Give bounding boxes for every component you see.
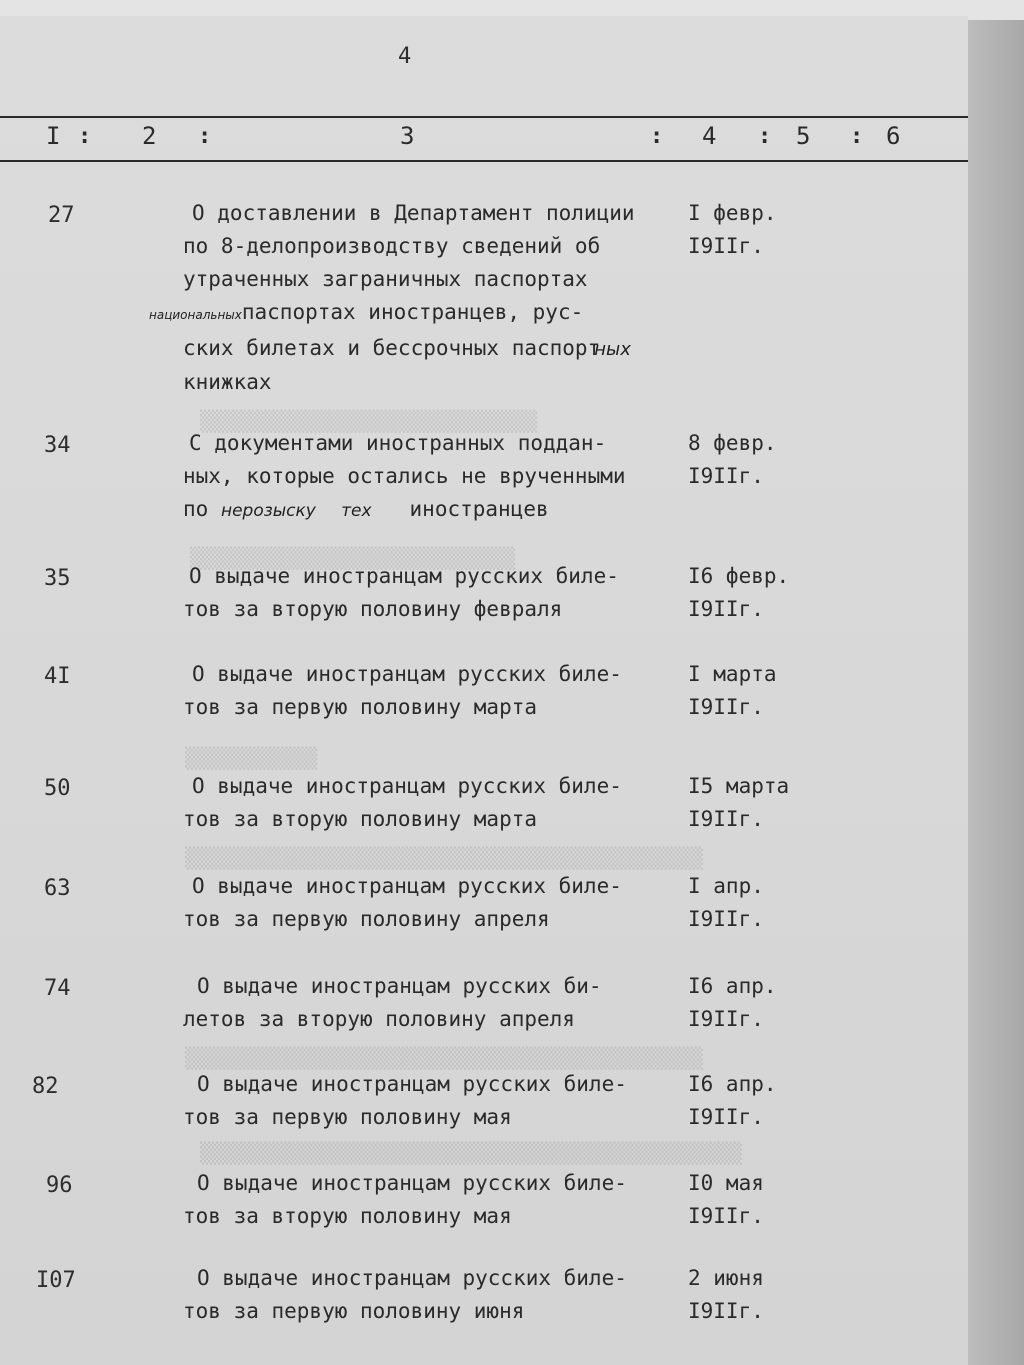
- description-line: тов за первую половину мая: [183, 1105, 512, 1129]
- bleed-through-mark: ▒▒▒▒▒▒▒▒▒▒▒: [185, 746, 318, 770]
- date-year: I9IIг.: [688, 1204, 764, 1228]
- bleed-through-mark: ▒▒▒▒▒▒▒▒▒▒▒▒▒▒▒▒▒▒▒▒▒▒▒▒▒▒▒: [190, 546, 516, 570]
- entry-number: 74: [44, 976, 71, 1001]
- handwritten-annotation: тех: [341, 501, 372, 521]
- description-line: тов за первую половину июня: [183, 1299, 525, 1323]
- entry-description: [183, 427, 703, 528]
- entry-description: [183, 870, 703, 936]
- entry-number: 96: [46, 1173, 73, 1198]
- description-line: О выдаче иностранцам русских биле-: [197, 1072, 627, 1096]
- description-line: О выдаче иностранцам русских би-: [197, 974, 602, 998]
- date-day: I марта: [688, 662, 777, 686]
- entry-number: 34: [44, 433, 71, 458]
- column-separator: :: [650, 124, 664, 149]
- date-year: I9IIг.: [688, 807, 764, 831]
- header-rule-top: [0, 116, 968, 118]
- date-day: I апр.: [688, 874, 764, 898]
- entry-number: I07: [36, 1268, 76, 1293]
- entry-description: [183, 1068, 703, 1134]
- column-header-2: 2: [142, 122, 157, 150]
- entry-number: 50: [44, 776, 71, 801]
- entry-number: 82: [32, 1074, 59, 1099]
- column-separator: :: [758, 124, 772, 149]
- date-day: I6 апр.: [688, 974, 777, 998]
- date-day: 2 июня: [688, 1266, 764, 1290]
- column-separator: :: [850, 124, 864, 149]
- description-line: ских билетах и бессрочных паспорт: [183, 336, 601, 360]
- entry-description: [183, 560, 703, 626]
- column-header-1: I: [46, 122, 61, 150]
- date-year: I9IIг.: [688, 695, 764, 719]
- date-day: 8 февр.: [688, 431, 777, 455]
- entry-description: [183, 1167, 703, 1233]
- entry-date: [688, 560, 828, 626]
- entry-date: [688, 1068, 828, 1134]
- entry-number: 27: [48, 203, 75, 228]
- description-line: книжках: [183, 370, 272, 394]
- column-header-4: 4: [702, 122, 717, 150]
- description-line: по 8-делопроизводству сведений об: [183, 234, 601, 258]
- entry-description: [183, 970, 703, 1036]
- description-line: тов за вторую половину марта: [183, 807, 538, 831]
- entry-description: [183, 658, 703, 724]
- description-line: О выдаче иностранцам русских биле-: [197, 1266, 627, 1290]
- entry-description: [183, 1262, 703, 1328]
- column-header-5: 5: [796, 122, 811, 150]
- description-line: иностранцев: [409, 497, 549, 521]
- description-line: летов за вторую половину апреля: [183, 1007, 575, 1031]
- description-line: тов за вторую половину февраля: [183, 597, 563, 621]
- entry-date: [688, 970, 828, 1036]
- description-line: О выдаче иностранцам русских биле-: [192, 774, 622, 798]
- entry-description: [149, 197, 703, 399]
- date-day: I февр.: [688, 201, 777, 225]
- column-separator: :: [198, 124, 212, 149]
- bleed-through-mark: ▒▒▒▒▒▒▒▒▒▒▒▒▒▒▒▒▒▒▒▒▒▒▒▒▒▒▒▒▒▒▒▒▒▒▒▒▒▒▒▒▒▒▒▒▒: [200, 1141, 742, 1165]
- date-year: I9IIг.: [688, 234, 764, 258]
- date-day: I0 мая: [688, 1171, 764, 1195]
- column-header-3: 3: [400, 122, 415, 150]
- page-number: 4: [398, 44, 412, 69]
- date-year: I9IIг.: [688, 464, 764, 488]
- description-line: тов за первую половину марта: [183, 695, 538, 719]
- entry-date: [688, 658, 828, 724]
- date-year: I9IIг.: [688, 1007, 764, 1031]
- entry-number: 35: [44, 566, 71, 591]
- entry-date: [688, 870, 828, 936]
- date-day: I6 апр.: [688, 1072, 777, 1096]
- column-header-6: 6: [886, 122, 901, 150]
- handwritten-annotation: национальных: [149, 308, 242, 322]
- entry-date: [688, 197, 828, 263]
- description-line: паспортах иностранцев, рус-: [241, 300, 584, 324]
- description-line: ных, которые остались не врученными: [183, 464, 626, 488]
- bleed-through-mark: ▒▒▒▒▒▒▒▒▒▒▒▒▒▒▒▒▒▒▒▒▒▒▒▒▒▒▒▒▒▒▒▒▒▒▒▒▒▒▒▒▒▒▒: [185, 846, 703, 870]
- entry-number: 63: [44, 876, 71, 901]
- description-line: тов за первую половину апреля: [183, 907, 550, 931]
- date-day: I5 марта: [688, 774, 790, 798]
- handwritten-annotation: ных: [594, 339, 631, 360]
- entry-date: [688, 1167, 828, 1233]
- page-stack-edge: [966, 20, 1024, 1365]
- handwritten-annotation: нерозыску: [220, 501, 316, 521]
- date-year: I9IIг.: [688, 907, 764, 931]
- description-line: О выдаче иностранцам русских биле-: [197, 1171, 627, 1195]
- bleed-through-mark: ▒▒▒▒▒▒▒▒▒▒▒▒▒▒▒▒▒▒▒▒▒▒▒▒▒▒▒▒▒▒▒▒▒▒▒▒▒▒▒▒▒▒▒: [185, 1046, 703, 1070]
- entry-description: [183, 770, 703, 836]
- description-line: О выдаче иностранцам русских биле-: [192, 662, 622, 686]
- date-year: I9IIг.: [688, 597, 764, 621]
- description-line: тов за вторую половину мая: [183, 1204, 512, 1228]
- description-line: О выдаче иностранцам русских биле-: [189, 564, 619, 588]
- header-rule-bottom: [0, 160, 968, 162]
- entry-date: [688, 1262, 828, 1328]
- date-year: I9IIг.: [688, 1105, 764, 1129]
- date-day: I6 февр.: [688, 564, 790, 588]
- bleed-through-mark: ▒▒▒▒▒▒▒▒▒▒▒▒▒▒▒▒▒▒▒▒▒▒▒▒▒▒▒▒: [200, 409, 538, 433]
- handwritten-annotation: по: [183, 497, 209, 521]
- entry-number: 4I: [44, 664, 71, 689]
- date-year: I9IIг.: [688, 1299, 764, 1323]
- column-separator: :: [78, 124, 92, 149]
- description-line: О доставлении в Департамент полиции: [192, 201, 635, 225]
- description-line: С документами иностранных поддан-: [189, 431, 607, 455]
- entry-date: [688, 770, 828, 836]
- entry-date: [688, 427, 828, 493]
- description-line: О выдаче иностранцам русских биле-: [192, 874, 622, 898]
- description-line: утраченных заграничных паспортах: [183, 267, 588, 291]
